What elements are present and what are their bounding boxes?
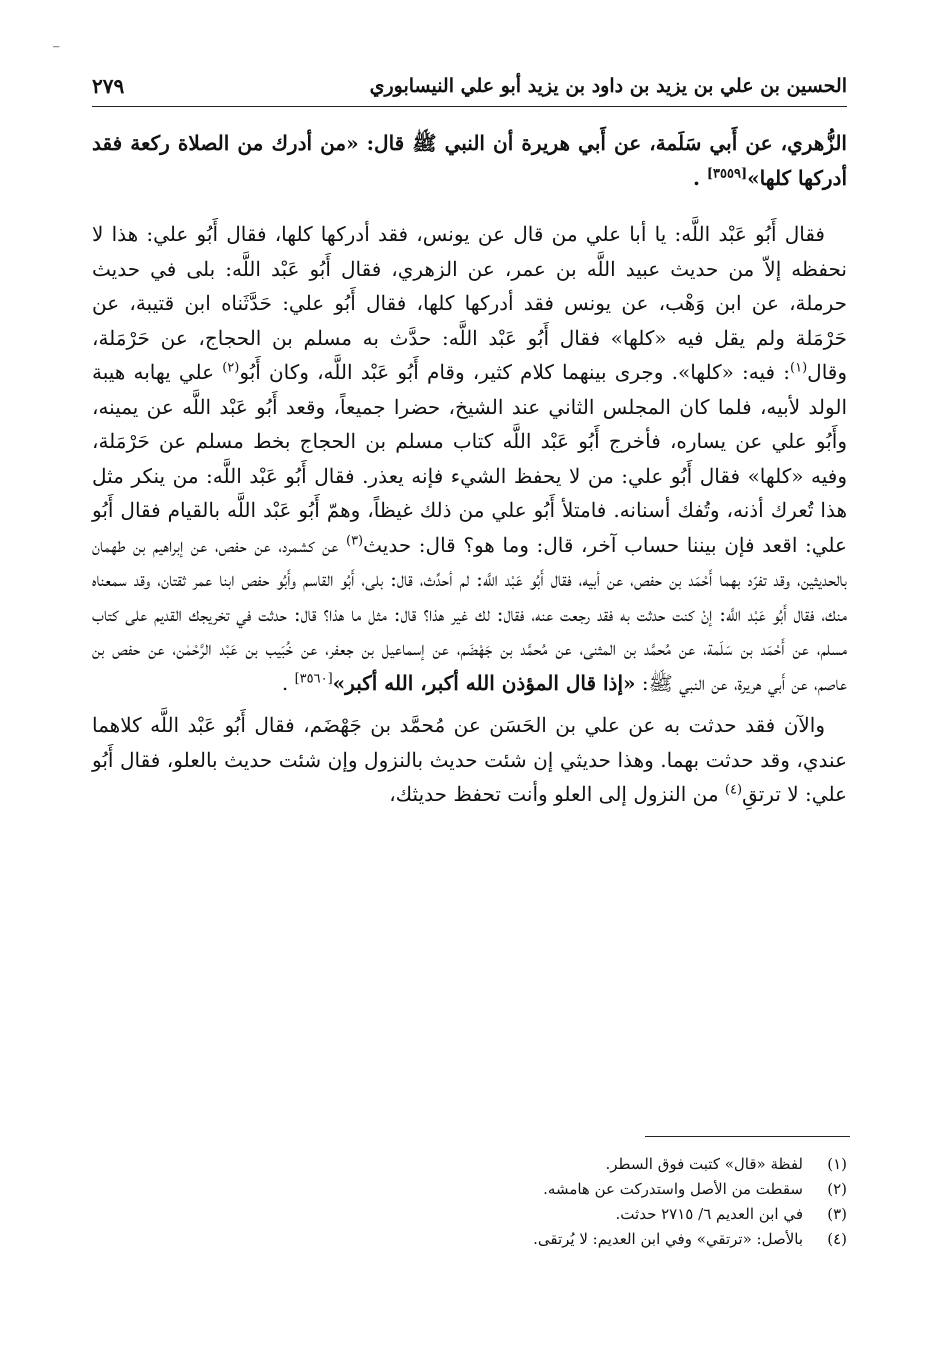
footnote-ref-2: (٢) [222, 360, 240, 376]
footnote-item [92, 1202, 847, 1227]
footnote-item [92, 1227, 847, 1252]
hadith-ref-3559: [٣٥٥٩] [706, 165, 748, 181]
footnote-number: (١) [827, 1155, 847, 1173]
corner-mark: ⁻ [52, 40, 61, 59]
narrative-text-d: عن كشمرد، عن حفص، عن إبراهيم بن طهمان بالحديثين، وقد تفرّد بهما أَحْمَد بن حفص، عن أبيه، فقال أَبُو عَبْد اللَّه: لم أحدِّث، قال: بلى، أَبُو القاسم وأَبُو حفص ابنا عمر ثقتان، وقد سمعناه منك، فقال أَبُو عَبْد اللَّه: إنْ كنت حدثت به فقد رجعت عنه، فقال: لك غير هذا؟ قال: مثل ما هذا؟ قال: حدثت في تخريجك القديم على كتاب مسلم، عن أَحْمَد بن سَلَمة، عن مُحمَّد بن المثنى، عن مُحمَّد بن جَهْضَم، عن إسماعيل بن جعفر، عن خُبَيب بن عَبْد الرَّحْمٰن، عن حفص بن عاصم، عن أَبي هريرة، عن النبي ﷺ: [92, 532, 847, 695]
footnote-text: لفظة «قال» كتبت فوق السطر. [605, 1155, 803, 1173]
closing-paragraph [92, 708, 847, 812]
hadith-paragraph: الزُّهري، عن أَبي سَلَمة، عن أَبي هريرة أن النبي ﷺ قال: «من أدرك من الصلاة ركعة فقد أدركها كلها»[٣٥٥٩] . [92, 131, 847, 190]
page-number: ٢٧٩ [92, 74, 125, 98]
narrative-paragraph: فقال أَبُو عَبْد اللَّه: يا أبا علي من قال عن يونس، فقد أدركها كلها، فقال أَبُو علي: هذا لا نحفظه إلاّ من حديث عبيد اللَّه بن عمر، عن الزهري، فقال أَبُو عَبْد اللَّه: بلى في حديث حرملة، عن ابن وَهْب، عن يونس فقد أدركها كلها، فقال أَبُو علي: حَدَّثَناه ابن قتيبة، عن حَرْمَلة ولم يقل فيه «كلها» فقال أَبُو عَبْد اللَّه: حدَّث به مسلم بن الحجاج، عن حَرْمَلة، وقال$^{(١)}$: فيه: «كلها». وجرى بينهما كلام كثير، وقام أَبُو عَبْد اللَّه، وكان أَبُو$^{(٢)}$ علي يهابه هيبة الولد لأبيه، فلما كان المجلس الثاني عند الشيخ، حضرا جميعاً، وقعد أَبُو عَبْد اللَّه عن يمينه، وأَبُو علي عن يساره، فأخرج أَبُو عَبْد اللَّه كتاب مسلم بن الحجاج بخط مسلم عن حَرْمَلة، وفيه «كلها» فقال أَبُو علي: من لا يحفظ الشيء فإنه يعذر. فقال أَبُو عَبْد اللَّه: من ينكر مثل هذا تُعرك أذنه، وتُفك أسنانه. فامتلأ أَبُو علي من ذلك غيظاً، وهمّ أَبُو عَبْد اللَّه بالقيام فقال أَبُو علي: اقعد فإن بيننا حساب آخر، قال: وما هو؟ قال: حديث$^{(٣)}$ عن كشمرد، عن حفص، عن إبراهيم بن طهمان بالحديثين، وقد تفرّد بهما أَحْمَد بن حفص، عن أبيه، فقال أَبُو عَبْد اللَّه: لم أحدِّث، قال: بلى، أَبُو القاسم وأَبُو حفص ابنا عمر ثقتان، وقد سمعناه منك، فقال أَبُو عَبْد اللَّه: إنْ كنت حدثت به فقد رجعت عنه، فقال: لك غير هذا؟ قال: مثل ما هذا؟ قال: حدثت في تخريجك القديم على كتاب مسلم، عن أَحْمَد بن سَلَمة، عن مُحمَّد بن المثنى، عن مُحمَّد بن جَهْضَم، عن إسماعيل بن جعفر، عن خُبَيب بن عَبْد الرَّحْمٰن، عن حفص بن عاصم، عن أَبي هريرة، عن النبي ﷺ: «إذا قال المؤذن الله أكبر، الله أكبر»[٣٥٦٠] . [92, 222, 847, 695]
footnotes [92, 1152, 847, 1252]
footnote-ref-3: (٣) [345, 532, 364, 548]
running-title: الحسين بن علي بن يزيد بن داود بن يزيد أبو علي النيسابوري [369, 75, 847, 97]
narrative-text-c: علي يهابه هيبة الولد لأبيه، فلما كان المجلس الثاني عند الشيخ، حضرا جميعاً، وقعد أَبُو عَبْد اللَّه عن يمينه، وأَبُو علي عن يساره، فأخرج أَبُو عَبْد اللَّه كتاب مسلم بن الحجاج بخط مسلم عن حَرْمَلة، وفيه «كلها» فقال أَبُو علي: من لا يحفظ الشيء فإنه يعذر. فقال أَبُو عَبْد اللَّه: من ينكر مثل هذا تُعرك أذنه، وتُفك أسنانه. فامتلأ أَبُو علي من ذلك غيظاً، وهمّ أَبُو عَبْد اللَّه بالقيام فقال أَبُو علي: اقعد فإن بيننا حساب آخر، قال: وما هو؟ قال: حديث [92, 360, 847, 557]
paragraph-gap [92, 195, 847, 217]
footnote-text: سقطت من الأصل واستدركت عن هامشه. [543, 1180, 803, 1198]
narrative-text-b: : فيه: «كلها». وجرى بينهما كلام كثير، وقام أَبُو عَبْد اللَّه، وكان أَبُو [239, 360, 791, 384]
hadith-ref-3560: [٣٥٦٠] [294, 670, 333, 686]
footnote-separator [645, 1136, 850, 1137]
main-text [92, 126, 847, 812]
header-rule [92, 106, 847, 107]
footnote-number: (٢) [827, 1180, 847, 1198]
footnote-ref-4: (٤) [724, 782, 743, 798]
footnote-text: في ابن العديم ٦/ ٢٧١٥ حدثت. [615, 1205, 803, 1223]
hadith-line-2: فقد أدركها كلها» [92, 131, 847, 190]
footnote-number: (٤) [827, 1230, 847, 1248]
closing-text-b: من النزول إلى العلو وأنت تحفظ حديثك، [389, 782, 725, 806]
paragraph-gap [92, 700, 847, 708]
running-header [92, 68, 847, 104]
footnote-item [92, 1177, 847, 1202]
adhan-hadith-quote: «إذا قال المؤذن الله أكبر، الله أكبر» [332, 670, 636, 695]
footnote-ref-1: (١) [790, 360, 808, 376]
footnote-item [92, 1152, 847, 1177]
closing-text-a: والآن فقد حدثت به عن علي بن الحَسَن عن مُحمَّد بن جَهْضَم، فقال أَبُو عَبْد اللَّه كلاهما عندي، وقد حدثت بهما. وهذا حديثي إن شئت حديث بالنزول وإن شئت حديث بالعلو، فقال أَبُو علي: لا ترتقِ [92, 713, 847, 806]
hadith-line-1: الزُّهري، عن أَبي سَلَمة، عن أَبي هريرة أن النبي ﷺ قال: «من أدرك من الصلاة ركعة [130, 131, 847, 155]
footnote-number: (٣) [827, 1205, 847, 1223]
footnote-text: بالأصل: «ترتقي» وفي ابن العديم: لا يُرتقى. [533, 1230, 803, 1248]
narrative-text-a: فقال أَبُو عَبْد اللَّه: يا أبا علي من قال عن يونس، فقد أدركها كلها، فقال أَبُو علي: هذا لا نحفظه إلاّ من حديث عبيد اللَّه بن عمر، عن الزهري، فقال أَبُو عَبْد اللَّه: بلى في حديث حرملة، عن ابن وَهْب، عن يونس فقد أدركها كلها، فقال أَبُو علي: حَدَّثَناه ابن قتيبة، عن حَرْمَلة ولم يقل فيه «كلها» فقال أَبُو عَبْد اللَّه: حدَّث به مسلم بن الحجاج، عن حَرْمَلة، وقال [92, 222, 847, 384]
